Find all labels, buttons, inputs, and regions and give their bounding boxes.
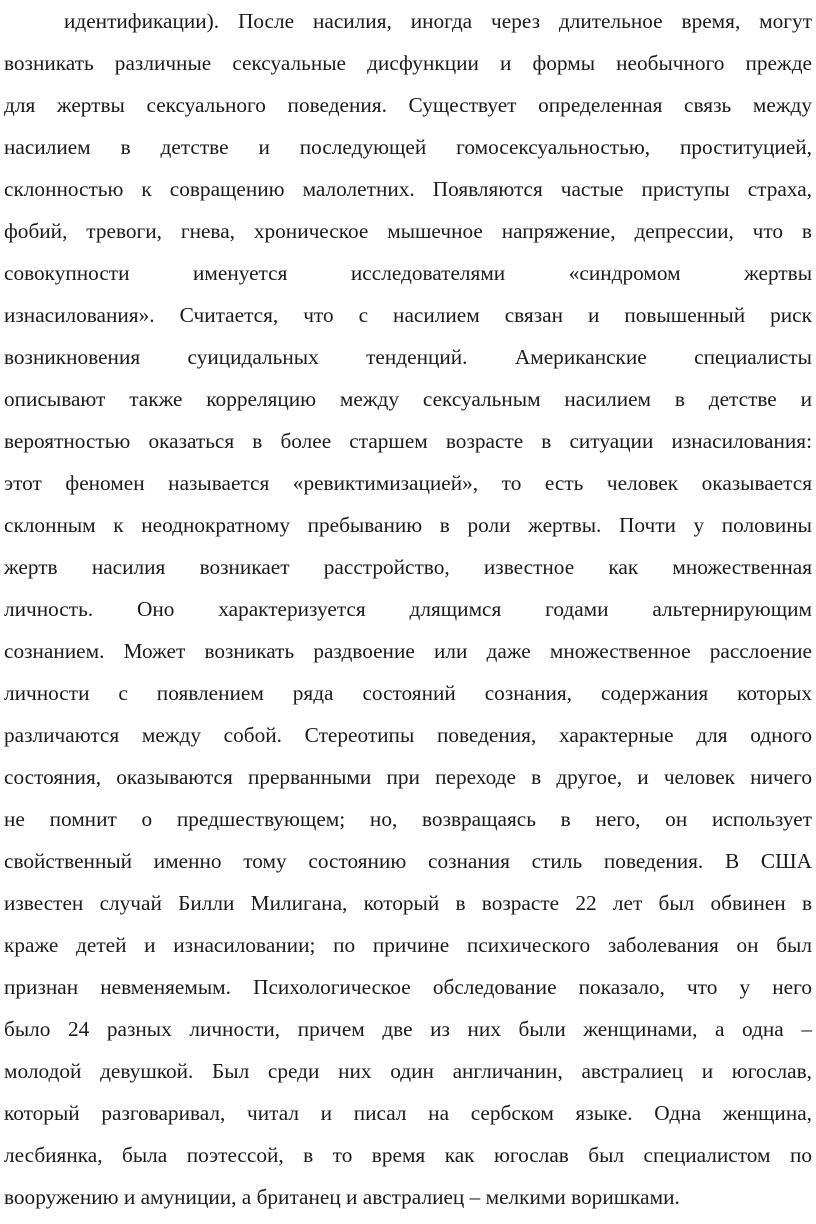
text-line: этот феномен называется «ревиктимизацией», то есть человек оказывается xyxy=(4,471,812,495)
text-line: различаются между собой. Стереотипы поведения, характерные для одного xyxy=(4,723,812,747)
text-line: склонным к неоднократному пребыванию в роли жертвы. Почти у половины xyxy=(4,513,812,537)
text-line: который разговаривал, читал и писал на сербском языке. Одна женщина, xyxy=(4,1101,812,1125)
text-line: лесбиянка, была поэтессой, в то время как югослав был специалистом по xyxy=(4,1143,812,1167)
text-line: вероятностью оказаться в более старшем возрасте в ситуации изнасилования: xyxy=(4,429,812,453)
text-line: молодой девушкой. Был среди них один англичанин, австралиец и югослав, xyxy=(4,1059,812,1083)
text-line: сознанием. Может возникать раздвоение или даже множественное расслоение xyxy=(4,639,812,663)
text-line: известен случай Билли Милигана, который в возрасте 22 лет был обвинен в xyxy=(4,891,812,915)
text-line: было 24 разных личности, причем две из них были женщинами, а одна – xyxy=(4,1017,812,1041)
text-line: личности с появлением ряда состояний сознания, содержания которых xyxy=(4,681,812,705)
text-line: описывают также корреляцию между сексуальным насилием в детстве и xyxy=(4,387,812,411)
text-line: возникать различные сексуальные дисфункции и формы необычного прежде xyxy=(4,51,812,75)
text-line: свойственный именно тому состоянию сознания стиль поведения. В США xyxy=(4,849,812,873)
text-line: состояния, оказываются прерванными при переходе в другое, и человек ничего xyxy=(4,765,812,789)
text-line: личность. Оно характеризуется длящимся годами альтернирующим xyxy=(4,597,812,621)
text-line: вооружению и амуниции, а британец и австралиец – мелкими воришками. xyxy=(4,1185,680,1209)
text-line: фобий, тревоги, гнева, хроническое мышечное напряжение, депрессии, что в xyxy=(4,219,812,243)
text-line: склонностью к совращению малолетних. Появляются частые приступы страха, xyxy=(4,177,812,201)
text-line: возникновения суицидальных тенденций. Американские специалисты xyxy=(4,345,812,369)
text-line: признан невменяемым. Психологическое обследование показало, что у него xyxy=(4,975,812,999)
text-line: изнасилования». Считается, что с насилием связан и повышенный риск xyxy=(4,303,812,327)
text-line: для жертвы сексуального поведения. Существует определенная связь между xyxy=(4,93,812,117)
text-line: жертв насилия возникает расстройство, известное как множественная xyxy=(4,555,812,579)
text-line: краже детей и изнасиловании; по причине психического заболевания он был xyxy=(4,933,812,957)
text-line: насилием в детстве и последующей гомосексуальностью, проституцией, xyxy=(4,135,812,159)
text-line: не помнит о предшествующем; но, возвращаясь в него, он использует xyxy=(4,807,812,831)
text-line: совокупности именуется исследователями «синдромом жертвы xyxy=(4,261,812,285)
text-line: идентификации). После насилия, иногда через длительное время, могут xyxy=(64,9,812,33)
